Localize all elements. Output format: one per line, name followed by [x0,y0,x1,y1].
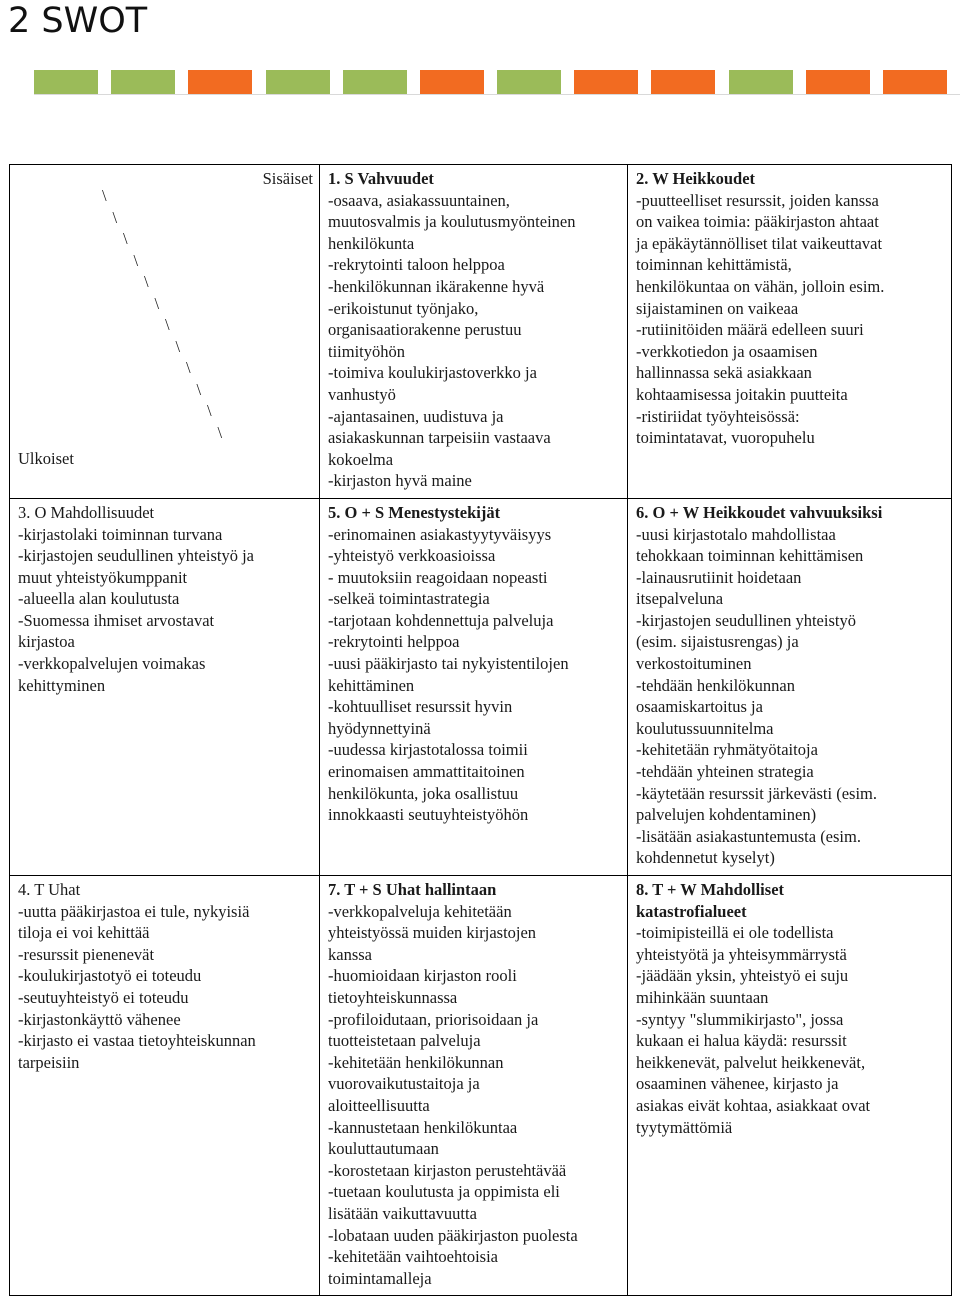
tw-cell [628,876,952,1296]
threats-line: -uutta pääkirjastoa ei tule, nykyisiä [18,901,250,921]
strengths-line: asiakaskunnan tarpeisiin vastaava [328,428,551,448]
divider [34,94,960,95]
threats-line: -kirjasto ei vastaa tietoyhteiskunnan [18,1031,256,1051]
threats-line: -kirjastonkäyttö vähenee [18,1009,181,1029]
strengths-line: -ajantasainen, uudistuva ja [328,406,504,426]
slash-mark: \ [123,229,128,248]
ts-line: -kehitetään vaihtoehtoisia [328,1247,498,1267]
ow-line: tehokkaan toiminnan kehittämisen [636,546,864,566]
threats-heading: 4. T Uhat [18,880,81,899]
opportunities-line: kehittyminen [18,675,106,695]
slash-mark: \ [186,358,191,377]
ow-cell [628,498,952,875]
os-line: -yhteistyö verkkoasioissa [328,546,496,566]
slash-mark: \ [112,207,118,227]
color-bar-segment [266,70,330,94]
weaknesses-cell [628,165,952,499]
os-line: kehittäminen [328,675,415,695]
ts-line: vuorovaikutustaitoja ja [328,1074,480,1094]
strengths-line: -henkilökunnan ikärakenne hyvä [328,276,545,296]
color-bar-segment [729,70,793,94]
ts-line: yhteistyössä muiden kirjastojen [328,923,537,943]
color-bar-segment [806,70,870,94]
color-bar-segment [497,70,561,94]
strengths-line: tiimityöhön [328,341,406,361]
slash-mark: \ [102,186,107,205]
ow-line: (esim. sijaistusrengas) ja [636,632,799,652]
color-bar-segment [111,70,175,94]
weaknesses-line: -rutiinitöiden määrä edelleen suuri [636,320,864,340]
os-line: -selkeä toimintastrategia [328,589,490,609]
threats-line: tarpeisiin [18,1052,80,1072]
opportunities-line: -alueella alan koulutusta [18,589,180,609]
os-line: -erinomainen asiakastyytyväisyys [328,524,552,544]
strengths-line: henkilökunta [328,233,415,253]
ow-line: verkostoituminen [636,654,752,674]
slash-mark: \ [154,293,160,313]
color-bar-segment [343,70,407,94]
color-bar-segment [420,70,484,94]
ow-line: -tehdään henkilökunnan [636,675,795,695]
tw-line: tyytymättömiä [636,1117,733,1137]
opportunities-line: -verkkopalvelujen voimakas [18,654,206,674]
color-bar-segment [34,70,98,94]
opportunities-line: -kirjastolaki toiminnan turvana [18,524,223,544]
ts-line: tuotteistetaan palveluja [328,1031,481,1051]
threats-line: -seutuyhteistyö ei toteudu [18,987,189,1007]
color-bar-segment [883,70,947,94]
weaknesses-heading: 2. W Heikkoudet [636,169,756,188]
weaknesses-line: henkilökuntaa on vähän, jolloin esim. [636,276,885,296]
color-bar-segment [188,70,252,94]
ts-line: -profiloidutaan, priorisoidaan ja [328,1009,539,1029]
threats-line: -koulukirjastotyö ei toteudu [18,966,202,986]
strengths-line: vanhustyö [328,384,396,404]
ts-line: -lobataan uuden pääkirjaston puolesta [328,1225,578,1245]
ow-line: -kehitetään ryhmätyötaitoja [636,740,818,760]
threats-line: -resurssit pienenevät [18,944,155,964]
weaknesses-line: kohtaamisessa joitakin puutteita [636,384,848,404]
tw-line: kukaan ei halua käydä: resurssit [636,1031,847,1051]
os-line: -kohtuulliset resurssit hyvin [328,697,513,717]
os-line: -tarjotaan kohdennettuja palveluja [328,610,554,630]
internal-label: Sisäiset [262,169,313,188]
os-heading: 5. O + S Menestystekijät [328,502,501,522]
ow-line: -käytetään resurssit järkevästi (esim. [636,783,877,803]
slash-mark: \ [133,250,139,270]
weaknesses-line: toimintatavat, vuoropuhelu [636,428,815,448]
opportunities-line: muut yhteistyökumppanit [18,567,188,587]
threats-cell [10,876,320,1296]
strengths-line: kokoelma [328,449,394,469]
slash-mark: \ [144,272,149,291]
ts-line: -tuetaan koulutusta ja oppimista eli [328,1182,560,1202]
weaknesses-line: hallinnassa sekä asiakkaan [636,363,812,383]
weaknesses-line: sijaistaminen on vaikeaa [636,298,799,318]
ow-line: itsepalveluna [636,589,724,609]
corner-cell [10,165,320,499]
color-bar-segment [574,70,638,94]
strengths-line: muutosvalmis ja koulutusmyönteinen [328,212,576,232]
os-cell [320,498,628,875]
ow-line: -uusi kirjastotalo mahdollistaa [636,524,836,544]
slash-mark: \ [217,422,223,442]
os-line: -rekrytointi helppoa [328,632,460,652]
os-line: henkilökunta, joka osallistuu [328,783,519,803]
decorative-color-bar [34,70,960,94]
tw-line: yhteistyötä ja yhteisymmärrystä [636,944,847,964]
weaknesses-line: -verkkotiedon ja osaamisen [636,341,818,361]
slash-mark: \ [175,336,181,356]
strengths-line: -kirjaston hyvä maine [328,471,472,491]
tw-heading-2: katastrofialueet [636,901,747,921]
ts-line: kouluttautumaan [328,1139,439,1159]
ts-line: -kehitetään henkilökunnan [328,1052,504,1072]
ow-line: koulutussuunnitelma [636,718,774,738]
slash-mark: \ [196,379,202,399]
tw-line: mihinkään suuntaan [636,987,769,1007]
weaknesses-line: on vaikea toimia: pääkirjaston ahtaat [636,212,879,232]
ow-line: osaamiskartoitus ja [636,697,763,717]
strengths-line: organisaatiorakenne perustuu [328,320,522,340]
ow-line: -lisätään asiakastuntemusta (esim. [636,826,861,846]
ts-cell [320,876,628,1296]
ts-line: -verkkopalveluja kehitetään [328,901,512,921]
strengths-line: -osaava, asiakassuuntainen, [328,190,510,210]
color-bar-segment [651,70,715,94]
opportunities-heading: 3. O Mahdollisuudet [18,502,155,522]
external-label: Ulkoiset [18,449,74,468]
os-line: innokkaasti seutuyhteistyöhön [328,805,529,825]
ts-line: lisätään vaikuttavuutta [328,1203,477,1223]
opportunities-line: -kirjastojen seudullinen yhteistyö ja [18,546,254,566]
slash-mark: \ [207,401,212,420]
ow-line: -lainausrutiinit hoidetaan [636,567,802,587]
weaknesses-line: -ristiriidat työyhteisössä: [636,406,800,426]
strengths-line: -erikoistunut työnjako, [328,298,479,318]
swot-table [9,164,952,1296]
ow-line: -tehdään yhteinen strategia [636,762,814,782]
ts-line: -korostetaan kirjaston perustehtävää [328,1160,567,1180]
ts-line: -huomioidaan kirjaston rooli [328,966,517,986]
tw-line: -toimipisteillä ei ole todellista [636,923,834,943]
tw-line: -jäädään yksin, yhteistyö ei suju [636,966,849,986]
opportunities-cell [10,498,320,875]
os-line: -uudessa kirjastotalossa toimii [328,740,528,760]
threats-line: tiloja ei voi kehittää [18,923,150,943]
ow-line: kohdennetut kyselyt) [636,848,775,868]
tw-line: -syntyy "slummikirjasto", jossa [636,1009,844,1029]
ts-line: kanssa [328,944,372,964]
strengths-line: -toimiva koulukirjastoverkko ja [328,363,537,383]
tw-line: heikkenevät, palvelut heikkenevät, [636,1052,866,1072]
os-line: hyödynnettyinä [328,718,431,738]
tw-line: asiakas eivät kohtaa, asiakkaat ovat [636,1095,871,1115]
strengths-line: -rekrytointi taloon helppoa [328,255,505,275]
slash-mark: \ [165,315,170,334]
weaknesses-line: toiminnan kehittämistä, [636,255,792,275]
os-line: -uusi pääkirjasto tai nykyistentilojen [328,654,569,674]
ts-line: tietoyhteiskunnassa [328,987,458,1007]
ts-line: aloitteellisuutta [328,1095,430,1115]
strengths-cell [320,165,628,499]
ts-line: -kannustetaan henkilökuntaa [328,1117,518,1137]
page-title: 2 SWOT [8,1,148,41]
ow-line: palvelujen kohdentaminen) [636,805,817,825]
ts-heading: 7. T + S Uhat hallintaan [328,880,497,899]
opportunities-line: kirjastoa [18,632,75,652]
tw-line: osaaminen vähenee, kirjasto ja [636,1074,839,1094]
ow-line: -kirjastojen seudullinen yhteistyö [636,610,856,630]
weaknesses-line: ja epäkäytännölliset tilat vaikeuttavat [636,233,883,253]
strengths-heading: 1. S Vahvuudet [328,169,434,188]
weaknesses-line: -puutteelliset resurssit, joiden kanssa [636,190,879,210]
opportunities-line: -Suomessa ihmiset arvostavat [18,610,215,630]
tw-heading-1: 8. T + W Mahdolliset [636,880,785,899]
ts-line: toimintamalleja [328,1268,432,1288]
os-line: - muutoksiin reagoidaan nopeasti [328,567,548,587]
os-line: erinomaisen ammattitaitoinen [328,762,525,782]
ow-heading: 6. O + W Heikkoudet vahvuuksiksi [636,502,883,522]
